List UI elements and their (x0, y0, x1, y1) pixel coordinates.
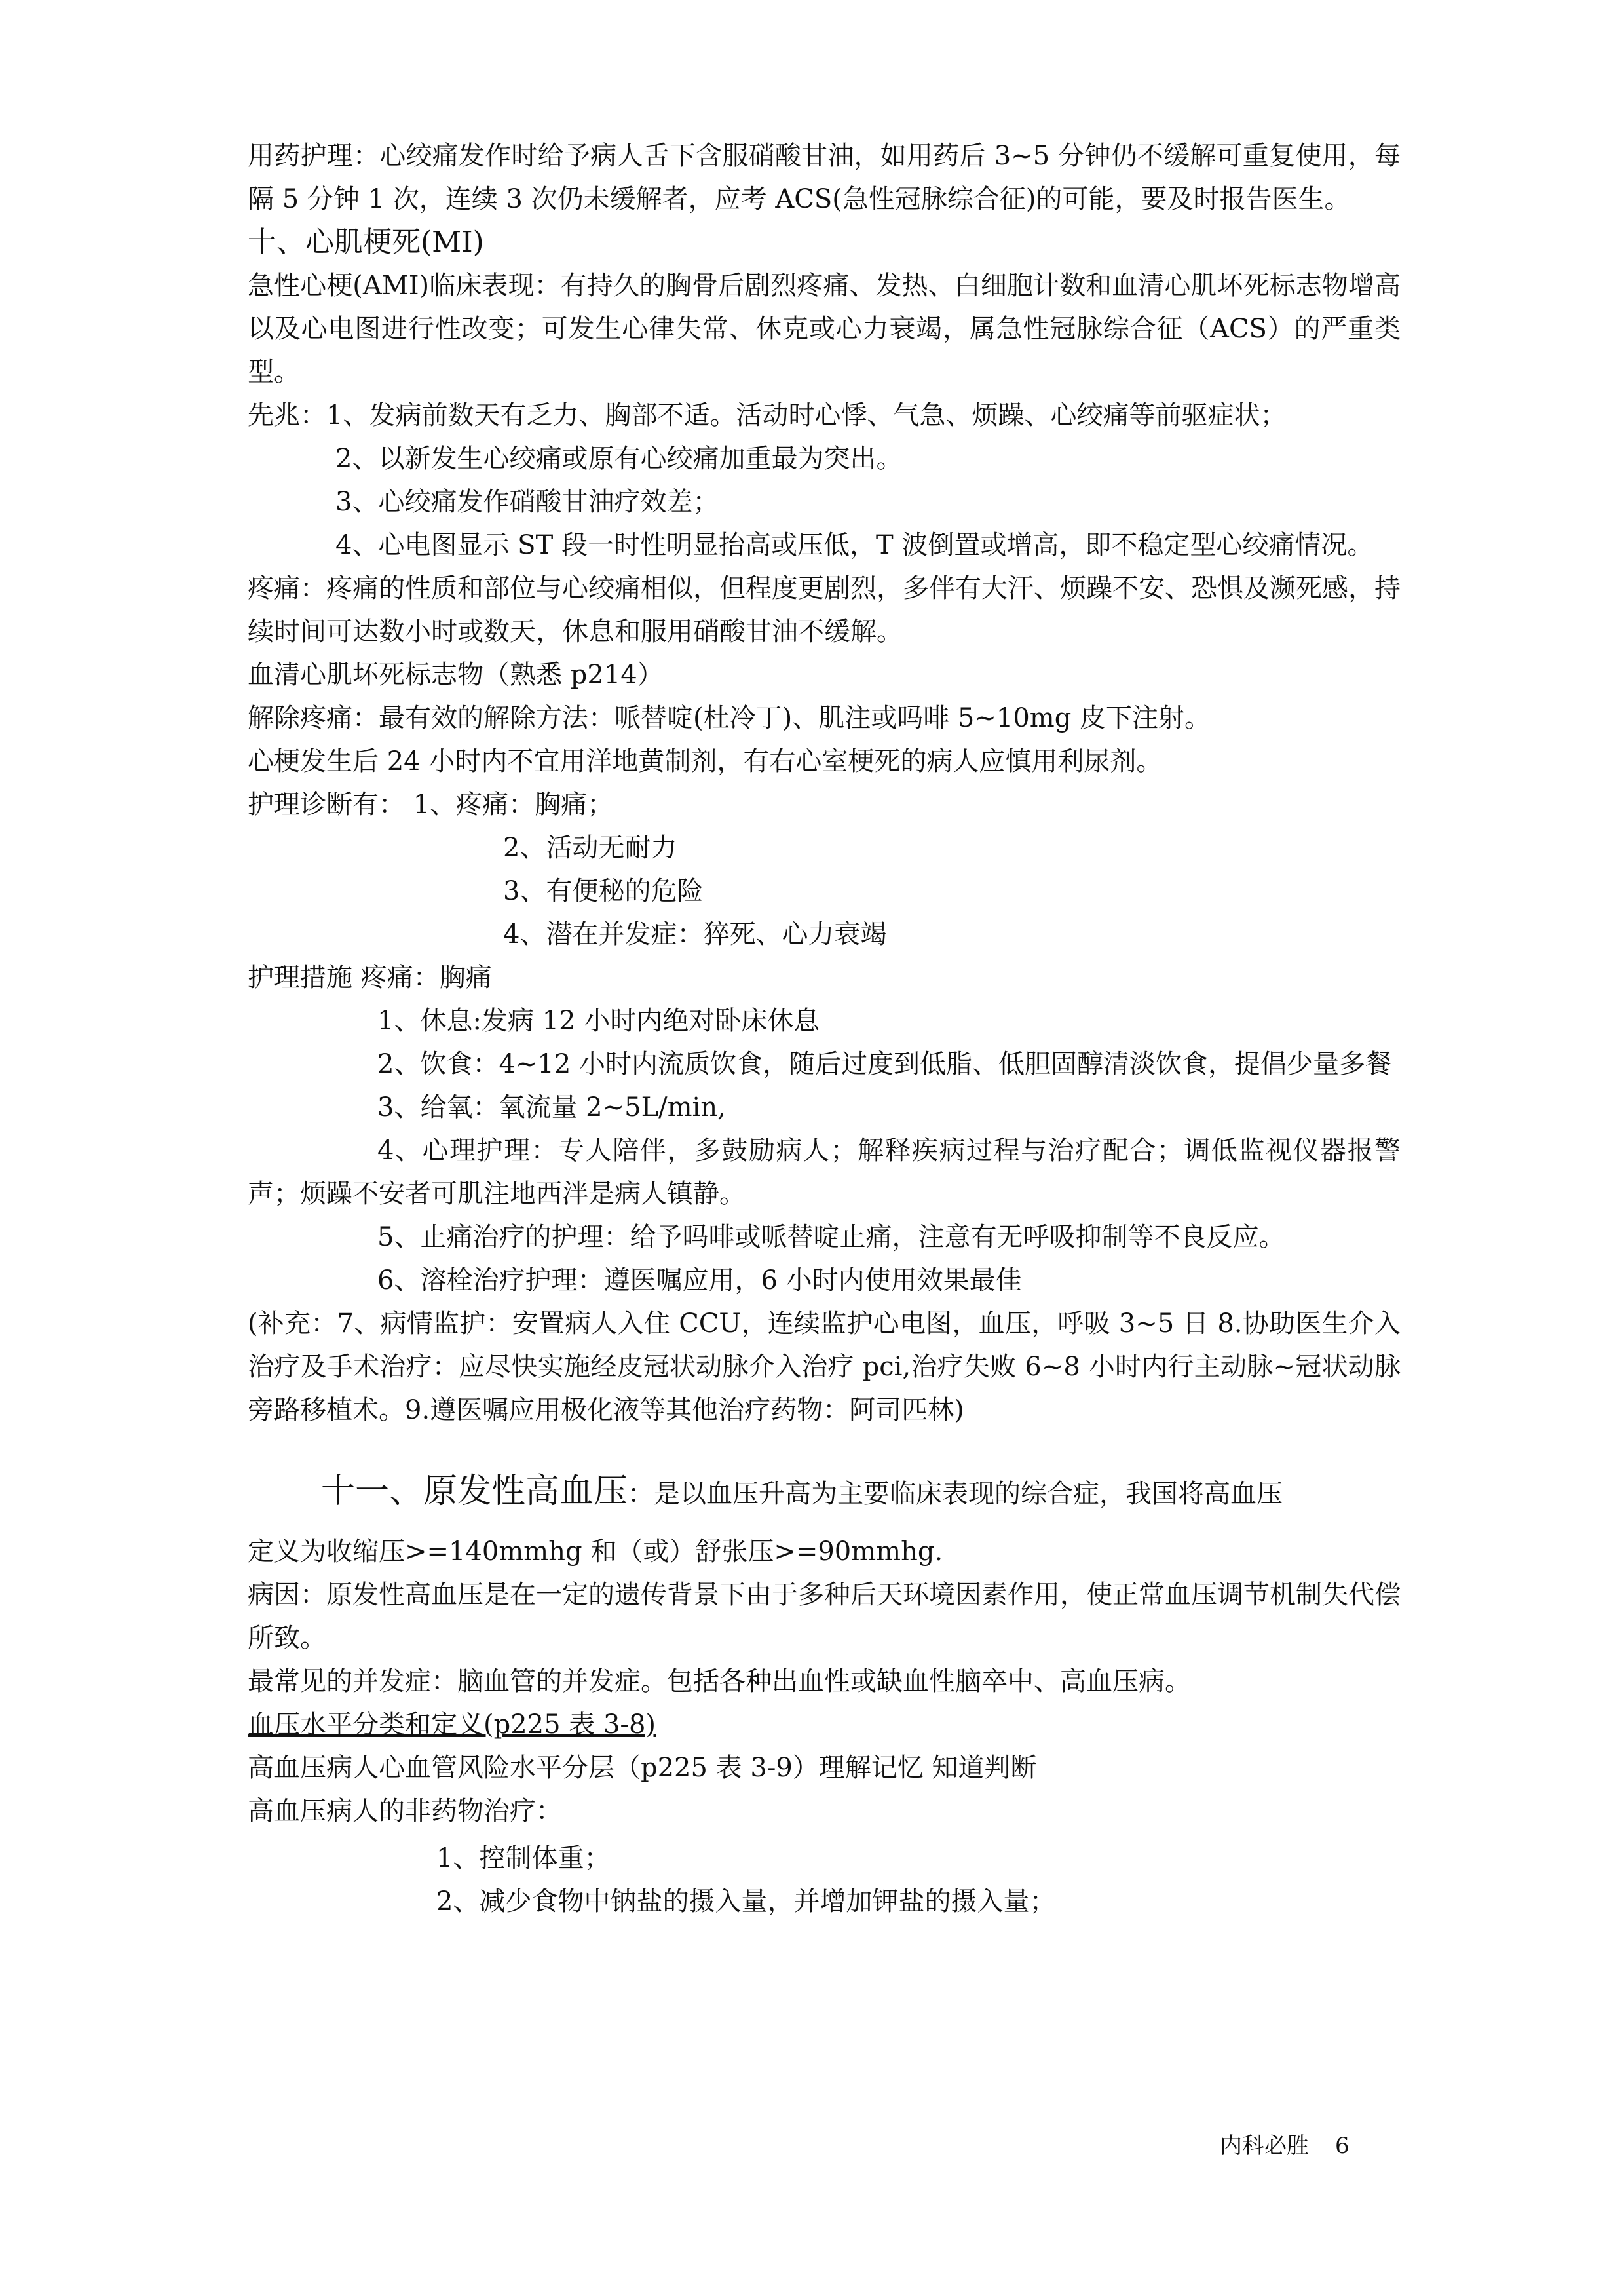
measure-5: 5、止痛治疗的护理：给予吗啡或哌替啶止痛，注意有无呼吸抑制等不良反应。 (377, 1222, 1285, 1252)
non-drug-2: 2、减少食物中钠盐的摄入量，并增加钾盐的摄入量； (436, 1886, 1056, 1917)
precursor-1: 先兆：1、发病前数天有乏力、胸部不适。活动时心悸、气急、烦躁、心绞痛等前驱症状； (248, 400, 1287, 430)
precursor-4: 4、心电图显示 ST 段一时性明显抬高或压低，T 波倒置或增高，即不稳定型心绞痛情况。 (335, 530, 1374, 560)
measure-2: 2、饮食：4~12 小时内流质饮食，随后过度到低脂、低胆固醇清淡饮食，提倡少量多餐 (377, 1049, 1392, 1079)
nursing-diagnosis-label: 护理诊断有： 1、疼痛：胸痛； (248, 790, 614, 820)
nursing-diagnosis-3: 3、有便秘的危险 (503, 876, 704, 906)
measure-6: 6、溶栓治疗护理：遵医嘱应用，6 小时内使用效果最佳 (377, 1265, 1022, 1295)
nursing-diagnosis-2: 2、活动无耐力 (503, 833, 677, 863)
precursor-2: 2、以新发生心绞痛或原有心绞痛加重最为突出。 (335, 444, 903, 474)
hypertension-definition-a: ：是以血压升高为主要临床表现的综合症，我国将高血压 (628, 1479, 1283, 1509)
pain-relief-line: 解除疼痛：最有效的解除方法：哌替啶(杜冷丁)、肌注或吗啡 5~10mg 皮下注射。 (248, 703, 1211, 733)
section-heading-hypertension (248, 1455, 1401, 1530)
page-number: 6 (1335, 2133, 1350, 2159)
measure-4: 4、心理护理：专人陪伴，多鼓励病人；解释疾病过程与治疗配合；调低监视仪器报警声；烦躁不安者可肌注地西泮是病人镇静。 (248, 1136, 1401, 1209)
ami-paragraph: 急性心梗(AMI)临床表现：有持久的胸骨后剧烈疼痛、发热、白细胞计数和血清心肌坏死标志物增高以及心电图进行性改变；可发生心律失常、休克或心力衰竭，属急性冠脉综合征（ACS）的严重类型。 (248, 271, 1401, 387)
bp-classification-link: 血压水平分类和定义(p225 表 3-8) (248, 1710, 656, 1740)
risk-stratification-line: 高血压病人心血管风险水平分层（p225 表 3-9）理解记忆 知道判断 (248, 1753, 1037, 1783)
serum-marker-line: 血清心肌坏死标志物（熟悉 p214） (248, 660, 664, 690)
non-drug-1: 1、控制体重； (436, 1843, 611, 1873)
cause-paragraph: 病因：原发性高血压是在一定的遗传背景下由于多种后天环境因素作用，使正常血压调节机制失代偿所致。 (248, 1580, 1401, 1653)
pain-paragraph: 疼痛：疼痛的性质和部位与心绞痛相似，但程度更剧烈，多伴有大汗、烦躁不安、恐惧及濒死感，持续时间可达数小时或数天，休息和服用硝酸甘油不缓解。 (248, 573, 1401, 647)
hypertension-title: 十一、原发性高血压 (321, 1472, 628, 1511)
measure-1: 1、休息:发病 12 小时内绝对卧床休息 (377, 1006, 820, 1036)
supplement-paragraph: (补充：7、病情监护：安置病人入住 CCU，连续监护心电图，血压，呼吸 3~5 日 8.协助医生介入治疗及手术治疗：应尽快实施经皮冠状动脉介入治疗 pci,治疗失败 6~8 小时内行主动脉~冠状动脉旁路移植术。9.遵医嘱应用极化液等其他治疗药物：阿司匹林) (248, 1309, 1401, 1425)
precursor-3: 3、心绞痛发作硝酸甘油疗效差； (335, 487, 719, 517)
measure-3: 3、给氧：氧流量 2~5L/min, (377, 1092, 726, 1122)
hypertension-definition-b: 定义为收缩压>=140mmhg 和（或）舒张压>=90mmhg. (248, 1537, 943, 1567)
non-drug-therapy-label: 高血压病人的非药物治疗： (248, 1796, 562, 1826)
complication-line: 最常见的并发症：脑血管的并发症。包括各种出血性或缺血性脑卒中、高血压病。 (248, 1666, 1191, 1696)
nursing-measures-label: 护理措施 疼痛：胸痛 (248, 963, 492, 993)
footer-label: 内科必胜 (1220, 2133, 1309, 2159)
page-footer (1220, 2128, 1350, 2160)
nursing-diagnosis-4: 4、潜在并发症：猝死、心力衰竭 (503, 919, 887, 949)
bp-class-row (248, 1703, 1401, 1746)
section-heading-mi: 十、心肌梗死(MI) (248, 225, 484, 259)
medication-care-paragraph: 用药护理：心绞痛发作时给予病人舌下含服硝酸甘油，如用药后 3~5 分钟仍不缓解可重复使用，每隔 5 分钟 1 次，连续 3 次仍未缓解者，应考 ACS(急性冠脉综合征)的可能，要及时报告医生。 (248, 141, 1401, 214)
document-page (248, 134, 1401, 1923)
digoxin-line: 心梗发生后 24 小时内不宜用洋地黄制剂，有右心室梗死的病人应慎用利尿剂。 (248, 746, 1163, 776)
